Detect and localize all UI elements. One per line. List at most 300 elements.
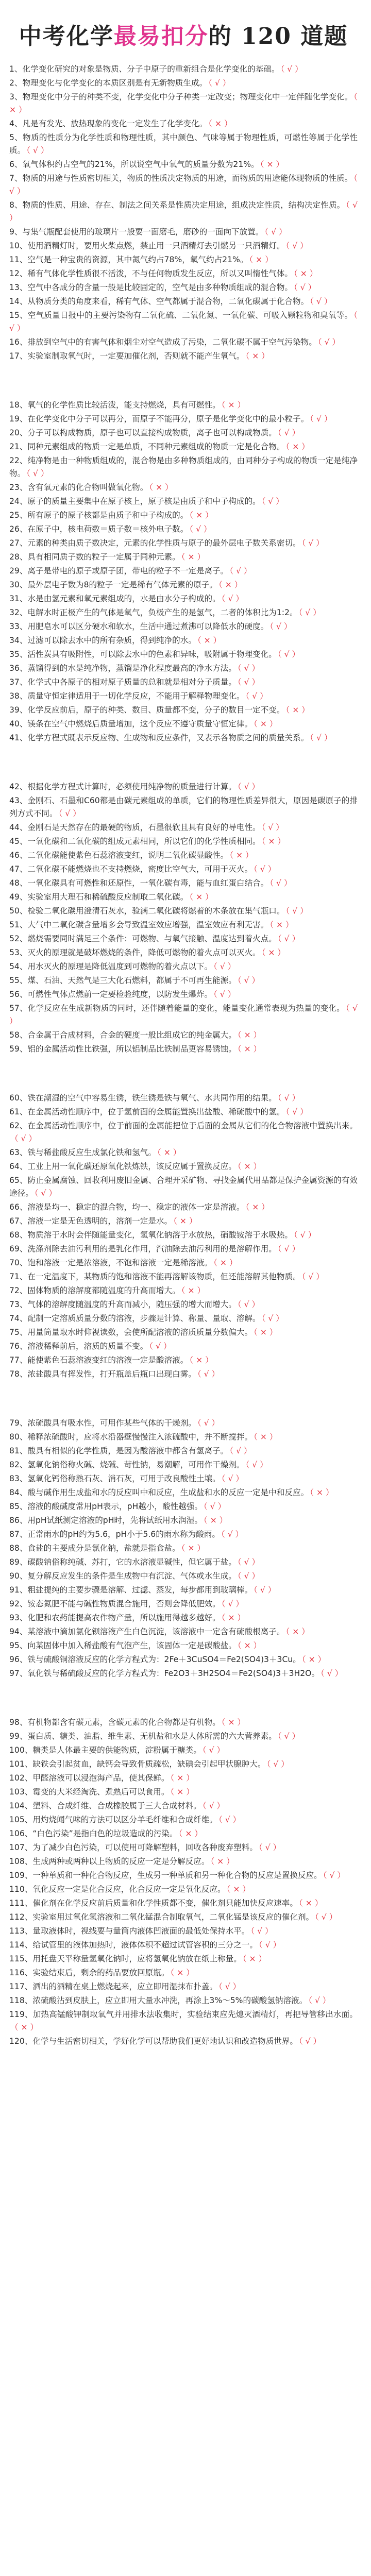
question-text: 67、溶液一定是无色透明的，溶剂一定是水。 (9, 1216, 173, 1226)
question-item (9, 1625, 358, 1638)
answer-mark: （ √ ） (264, 227, 287, 236)
question-item (9, 495, 358, 508)
question-item (9, 1855, 358, 1868)
question-text: 84、酸与碱作用生成盐和水的反应叫中和反应，生成盐和水的反应一定是中和反应。 (9, 1488, 309, 1497)
question-item (9, 1174, 358, 1200)
question-text: 3、物理变化中分子的种类不变，化学变化中分子种类一定改变；物理变化中一定伴随化学变化。 (9, 92, 353, 101)
answer-mark: （ √ ） (34, 1189, 57, 1198)
answer-mark: （ × ） (203, 1516, 228, 1525)
question-item (9, 781, 358, 793)
question-text: 63、铁与稀盐酸反应生成氯化铁和氢气。 (9, 1148, 156, 1157)
answer-mark: （ √ ） (254, 1585, 276, 1595)
question-item (9, 1120, 358, 1145)
question-item (9, 551, 358, 564)
answer-mark: （ √ ） (218, 1815, 241, 1824)
answer-mark: （ × ） (221, 400, 246, 410)
answer-mark: （ √ ） (254, 865, 276, 874)
question-item (9, 592, 358, 605)
question-item (9, 1542, 358, 1555)
question-text: 93、化肥和农药能提高农作物产量，所以施用得越多越好。 (9, 1613, 221, 1622)
question-item (9, 1500, 358, 1513)
question-text: 1、化学变化研究的对象是物质、分子中原子的重新组合是化学变化的基础。 (9, 64, 280, 74)
answer-mark: （ × ） (181, 1544, 206, 1553)
answer-mark: （ √ ） (298, 2037, 322, 2046)
answer-mark: （ × ） (189, 1355, 213, 1365)
question-text: 65、防止金属腐蚀、回收利用废旧金属、合理开采矿物、寻找金属代用品都是保护金属资源的有效途径。 (9, 1176, 358, 1198)
question-text: 105、用灼烧闻气味的方法可以区分羊毛纤维和合成纤维。 (9, 1815, 218, 1824)
answer-mark: （ √ ） (294, 1230, 316, 1240)
question-text: 18、氧气的化学性质比较活泼，能支持燃烧，具有可燃性。 (9, 400, 221, 410)
answer-mark: （ √ ） (269, 878, 292, 888)
answer-mark: （ √ ） (285, 1107, 308, 1116)
question-text: 89、碳酸钠俗称纯碱、苏打，它的水溶液显碱性，但它属于盐。 (9, 1557, 237, 1567)
answer-mark: （ √ ） (321, 1669, 343, 1678)
answer-mark: （ × ） (269, 920, 294, 929)
question-text: 39、化学反应前后，原子的种类、数目、质量都不变，分子的数目一定不变。 (9, 705, 285, 715)
question-item (9, 1298, 358, 1311)
question-text: 41、化学方程式既表示反应物、生成物和反应条件，又表示各物质之间的质量关系。 (9, 733, 309, 742)
question-text: 23、含有氧元素的化合物叫做氧化物。 (9, 483, 148, 492)
answer-mark: （ √ ） (258, 1843, 281, 1852)
answer-mark: （ × ） (237, 1641, 262, 1650)
answer-mark: （ × ） (157, 1148, 181, 1157)
question-text: 44、金刚石是天然存在的最硬的物质，石墨很软且具有良好的导电性。 (9, 823, 261, 832)
answer-mark: （ √ ） (9, 311, 358, 333)
question-text: 109、一种单质和一种化合物反应，生成另一种单质和另一种化合物的反应是置换反应。 (9, 1871, 322, 1880)
answer-mark: （ √ ） (310, 414, 332, 423)
question-text: 118、浓硫酸沾到皮肤上，应立即用大量水冲洗，再涂上3%～5%的碳酸氢钠溶液。 (9, 1996, 308, 2005)
answer-mark: （ √ ） (277, 1732, 300, 1741)
question-text: 26、在原子中，核电荷数＝质子数＝核外电子数。 (9, 524, 189, 534)
answer-mark: （ × ） (178, 1829, 203, 1838)
question-item (9, 1841, 358, 1854)
question-text: 76、溶液稀释前后，溶质的质量不变。 (9, 1342, 148, 1351)
question-text: 60、铁在潮湿的空气中容易生锈，铁生锈是铁与氧气、水共同作用的结果。 (9, 1093, 277, 1103)
answer-mark: （ × ） (245, 351, 269, 361)
question-text: 30、最外层电子数为8的粒子一定是稀有气体元素的原子。 (9, 580, 218, 589)
title-highlight: 最易扣分 (113, 23, 209, 49)
question-item (9, 1354, 358, 1367)
question-text: 85、溶液的酸碱度常用pH表示，pH越小，酸性越强。 (9, 1502, 203, 1511)
answer-mark: （ √ ） (237, 782, 260, 791)
answer-mark: （ × ） (301, 1655, 326, 1664)
question-item (9, 1953, 358, 1965)
answer-mark: （ × ） (173, 1216, 197, 1226)
answer-mark: （ √ ） (310, 297, 332, 306)
question-text: 87、正常雨水的pH约为5.6，pH小于5.6的雨水称为酸雨。 (9, 1530, 220, 1539)
answer-mark: （ √ ） (229, 566, 252, 575)
answer-mark: （ × ） (237, 1044, 262, 1054)
question-text: 13、空气中各成分的含量一般是比较固定的，空气是由多种物质组成的混合物。 (9, 283, 293, 292)
question-text: 116、实验结束后，剩余的药品要放回原瓶。 (9, 1968, 170, 1977)
answer-mark: （ √ ） (237, 1571, 260, 1581)
question-text: 19、在化学变化中分子可以再分，而原子不能再分，原子是化学变化中的最小粒子。 (9, 414, 309, 423)
question-item (9, 565, 358, 578)
question-text: 61、在金属活动性顺序中，位于氢前面的金属能置换出盐酸、稀硫酸中的氢。 (9, 1107, 285, 1116)
question-text: 50、检验二氧化碳用澄清石灰水，验满二氧化碳将燃着的木条放在集气瓶口。 (9, 906, 285, 916)
question-item (9, 1967, 358, 1979)
question-item (9, 1092, 358, 1105)
answer-mark: （ √ ） (245, 691, 268, 701)
question-text: 51、大气中二氧化碳含量增多会导致温室效应增强，温室效应有利无害。 (9, 920, 269, 929)
answer-mark: （ √ ） (237, 677, 260, 687)
question-text: 71、在一定温度下，某物质的饱和溶液不能再溶解该物质，但还能溶解其他物质。 (9, 1272, 301, 1281)
question-text: 92、铵态氮肥不能与碱性物质混合施用，否则会降低肥效。 (9, 1599, 221, 1608)
question-text: 43、金刚石、石墨和C60都是由碳元素组成的单质，它们的物理性质差异很大，原因是碳原子的排列方式不同。 (9, 796, 358, 818)
answer-mark: （ × ） (242, 1954, 267, 1963)
question-text: 8、物质的性质、用途、存在、制法之间关系是性质决定用途，组成决定性质，结构决定性质。 (9, 200, 345, 210)
question-text: 66、溶液是均一、稳定的混合物，均一、稳定的液体一定是溶液。 (9, 1202, 245, 1212)
answer-mark: （ × ） (285, 705, 310, 715)
question-item (9, 620, 358, 633)
question-text: 35、活性炭具有吸附性，可以除去水中的色素和异味，吸附属于物理变化。 (9, 650, 277, 659)
question-text: 2、物理变化与化学变化的本质区别是有无新物质生成。 (9, 78, 208, 88)
question-text: 79、浓硫酸具有吸水性，可用作某些气体的干燥剂。 (9, 1418, 196, 1428)
question-text: 97、氧化铁与稀硫酸反应的化学方程式为：Fe2O3＋3H2SO4＝Fe2(SO4)3＋3H2O。 (9, 1669, 320, 1678)
question-item (9, 1786, 358, 1799)
question-text: 117、洒出的酒精在桌上燃烧起来，应立即用湿抹布扑盖。 (9, 1982, 218, 1991)
question-item (9, 509, 358, 522)
question-text: 46、二氧化碳能使紫色石蕊溶液变红，说明二氧化碳显酸性。 (9, 851, 229, 860)
question-item (9, 1994, 358, 2007)
answer-mark: （ √ ） (315, 1912, 338, 1922)
question-item (9, 704, 358, 717)
question-text: 12、稀有气体化学性质很不活泼，不与任何物质发生反应，所以又叫惰性气体。 (9, 269, 293, 278)
answer-mark: （ × ） (226, 1885, 250, 1894)
question-item (9, 933, 358, 945)
question-text: 47、二氧化碳不能燃烧也不支持燃烧，密度比空气大，可用于灭火。 (9, 865, 253, 874)
answer-mark: （ √ ） (258, 1940, 281, 1950)
question-item (9, 309, 358, 335)
answer-mark: （ √ ） (301, 538, 324, 548)
question-item (9, 1528, 358, 1541)
question-item (9, 2008, 358, 2034)
answer-mark: （ × ） (249, 255, 273, 264)
question-item (9, 1368, 358, 1381)
answer-mark: （ √ ） (9, 200, 358, 223)
answer-mark: （ × ） (229, 851, 254, 860)
question-item (9, 1029, 358, 1042)
question-text: 34、过滤可以除去水中的所有杂质，得到纯净的水。 (9, 636, 196, 645)
question-text: 52、燃烧需要同时满足三个条件：可燃物、与氧气接触、温度达到着火点。 (9, 934, 277, 943)
question-item (9, 1002, 358, 1028)
question-item (9, 1514, 358, 1527)
question-text: 103、霉变的大米经淘洗、煮熟后可以食用。 (9, 1787, 170, 1797)
question-item (9, 413, 358, 426)
answer-mark: （ √ ） (213, 962, 236, 971)
answer-mark: （ × ） (210, 1857, 234, 1866)
question-item (9, 1814, 358, 1826)
answer-mark: （ √ ） (237, 664, 260, 673)
answer-mark: （ √ ） (9, 1004, 358, 1026)
question-block (9, 1092, 358, 1381)
question-block (9, 399, 358, 744)
answer-mark: （ × ） (254, 719, 278, 728)
question-text: 94、某溶液中滴加氯化钡溶液产生白色沉淀，该溶液中一定含有硫酸根离子。 (9, 1627, 285, 1636)
question-item (9, 821, 358, 834)
question-text: 102、甲醛溶液可以浸泡海产品，使其保鲜。 (9, 1773, 170, 1783)
answer-mark: （ × ） (245, 1202, 269, 1212)
question-text: 55、煤、石油、天然气是三大化石燃料，都属于不可再生能源。 (9, 976, 237, 985)
answer-mark: （ × ） (285, 442, 310, 451)
question-item (9, 946, 358, 959)
answer-mark: （ × ） (237, 1162, 262, 1171)
answer-mark: （ × ） (298, 1899, 323, 1908)
answer-mark: （ √ ） (294, 283, 316, 292)
question-text: 9、与集气瓶配套使用的玻璃片一般要一面磨毛，磨砂的一面向下放置。 (9, 227, 264, 236)
question-item (9, 523, 358, 536)
question-text: 112、实验室用过氧化氢溶液和二氧化锰混合制取氧气，二氧化锰是该反应的催化剂。 (9, 1912, 314, 1922)
answer-mark: （ √ ） (308, 1996, 331, 2005)
question-text: 70、饱和溶液一定是浓溶液，不饱和溶液一定是稀溶液。 (9, 1258, 213, 1267)
question-item (9, 718, 358, 731)
answer-mark: （ √ ） (237, 1557, 260, 1567)
question-item (9, 481, 358, 494)
answer-mark: （ √ ） (277, 428, 300, 437)
question-text: 14、从物质分类的角度来看，稀有气体、空气都属于混合物，二氧化碳属于化合物。 (9, 297, 309, 306)
question-text: 72、固体物质的溶解度都随温度的升高而增大。 (9, 1286, 180, 1295)
answer-mark: （ √ ） (221, 1530, 244, 1539)
question-text: 106、“白色污染”是指白色的垃圾造成的污染。 (9, 1829, 178, 1838)
question-text: 21、同种元素组成的物质一定是单质，不同种元素组成的物质一定是化合物。 (9, 442, 285, 451)
answer-mark: （ × ） (260, 160, 284, 169)
question-item (9, 1744, 358, 1757)
question-text: 81、酸具有相似的化学性质，是因为酸溶液中都含有氢离子。 (9, 1446, 229, 1455)
question-text: 91、粗盐提纯的主要步骤是溶解、过滤、蒸发，每步都用到玻璃棒。 (9, 1585, 253, 1595)
answer-mark: （ √ ） (208, 78, 231, 88)
answer-mark: （ √ ） (266, 1759, 289, 1769)
question-text: 48、一氧化碳具有可燃性和还原性，一氧化碳有毒，能与血红蛋白结合。 (9, 878, 269, 888)
question-item (9, 1312, 358, 1325)
question-item (9, 1897, 358, 1910)
question-item (9, 1925, 358, 1938)
question-item (9, 1716, 358, 1729)
question-item (9, 905, 358, 918)
question-item (9, 676, 358, 689)
question-item (9, 606, 358, 619)
answer-mark: （ √ ） (277, 1093, 300, 1103)
question-item (9, 648, 358, 661)
answer-mark: （ × ） (261, 948, 286, 957)
question-text: 115、用托盘天平称量氢氧化钠时，应将氢氧化钠放在纸上称量。 (9, 1954, 242, 1963)
answer-mark: （ √ ） (245, 1460, 268, 1469)
question-item (9, 131, 358, 157)
question-item (9, 1570, 358, 1583)
question-item (9, 399, 358, 412)
question-list (9, 63, 358, 2048)
answer-mark: （ × ） (254, 1328, 278, 1337)
page-title (9, 18, 358, 50)
question-text: 86、用pH试纸测定溶液的pH时，先将试纸用水润湿。 (9, 1516, 203, 1525)
answer-mark: （ × ） (285, 1627, 310, 1636)
question-item (9, 350, 358, 363)
question-item (9, 158, 358, 171)
question-text: 90、复分解反应发生的条件是生成物中有沉淀、气体或水生成。 (9, 1571, 237, 1581)
question-text: 37、化学式中各原子的相对原子质量的总和就是相对分子质量。 (9, 677, 237, 687)
question-item (9, 891, 358, 904)
question-item (9, 172, 358, 198)
question-item (9, 1827, 358, 1840)
answer-mark: （ √ ） (189, 524, 212, 534)
question-text: 74、配制一定溶质质量分数的溶液，步骤是计算、称量、量取、溶解。 (9, 1314, 261, 1323)
answer-mark: （ × ） (197, 636, 222, 645)
question-item (9, 336, 358, 349)
question-item (9, 1883, 358, 1896)
question-item (9, 1043, 358, 1056)
answer-mark: （ × ） (181, 1286, 206, 1295)
answer-mark: （ √ ） (237, 976, 260, 985)
answer-mark: （ √ ） (250, 1926, 273, 1936)
question-text: 32、电解水时正极产生的气体是氧气，负极产生的是氢气，二者的体积比为1:2。 (9, 608, 298, 617)
question-item (9, 77, 358, 90)
question-item (9, 1939, 358, 1952)
title-suffix: 的 120 道题 (208, 23, 348, 49)
answer-mark: （ × ） (189, 892, 213, 902)
question-item (9, 1284, 358, 1297)
question-item (9, 1911, 358, 1924)
answer-mark: （ × ） (181, 552, 206, 562)
question-item (9, 454, 358, 480)
question-item (9, 1201, 358, 1214)
question-item (9, 1800, 358, 1812)
question-text: 11、空气是一种宝贵的资源，其中氮气约占78%，氧气约占21%。 (9, 255, 248, 264)
answer-mark: （ √ ） (197, 1369, 220, 1379)
question-block (9, 1417, 358, 1680)
answer-mark: （ √ ） (310, 733, 332, 742)
answer-mark: （ √ ） (261, 823, 284, 832)
question-item (9, 1869, 358, 1882)
question-text: 69、洗涤剂除去油污利用的是乳化作用，汽油除去油污利用的是溶解作用。 (9, 1244, 277, 1253)
question-text: 101、缺铁会引起贫血，缺钙会导致骨质疏松，缺碘会引起甲状腺肿大。 (9, 1759, 266, 1769)
answer-mark: （ × ） (213, 1258, 238, 1267)
question-item (9, 974, 358, 987)
question-text: 73、气体的溶解度随温度的升高而减小，随压强的增大而增大。 (9, 1300, 237, 1309)
answer-mark: （ √ ） (301, 1272, 324, 1281)
question-text: 58、合金属于合成材料，合金的硬度一般比组成它的纯金属大。 (9, 1030, 237, 1040)
question-text: 25、所有原子的原子核都是由质子和中子构成的。 (9, 511, 189, 520)
question-text: 36、蒸馏得到的水是纯净物，蒸馏是净化程度最高的净水方法。 (9, 664, 237, 673)
question-text: 120、化学与生活密切相关，学好化学可以帮助我们更好地认识和改造物质世界。 (9, 2037, 298, 2046)
question-item (9, 1639, 358, 1652)
question-item (9, 281, 358, 294)
question-item (9, 1980, 358, 1993)
question-text: 45、一氧化碳和二氧化碳的组成元素相同，所以它们的化学性质相同。 (9, 837, 261, 846)
question-text: 108、生成两种或两种以上物质的反应一定是分解反应。 (9, 1857, 210, 1866)
answer-mark: （ × ） (221, 1718, 246, 1727)
question-text: 113、量取液体时，视线要与量筒内液体凹液面的最低处保持水平。 (9, 1926, 250, 1936)
question-item (9, 199, 358, 225)
title-prefix: 中考化学 (19, 23, 114, 49)
question-item (9, 863, 358, 876)
question-item (9, 579, 358, 591)
question-item (9, 226, 358, 239)
question-item (9, 1431, 358, 1444)
question-text: 75、用量筒量取水时仰视读数，会使所配溶液的溶质质量分数偏大。 (9, 1328, 253, 1337)
answer-mark: （ √ ） (285, 906, 308, 916)
answer-mark: （ × ） (237, 1030, 262, 1040)
answer-mark: （ × ） (218, 580, 243, 589)
answer-mark: （ √ ） (202, 1745, 225, 1755)
question-item (9, 1653, 358, 1666)
question-item (9, 1270, 358, 1283)
question-text: 96、铁与硫酸铜溶液反应的化学方程式为：2Fe＋3CuSO4＝Fe2(SO4)3＋3Cu。 (9, 1655, 301, 1664)
question-text: 53、灭火的原理就是破坏燃烧的条件，降低可燃物的着火点可以灭火。 (9, 948, 261, 957)
question-text: 107、为了减少白色污染，可以使用可降解塑料，回收各种废弃塑料。 (9, 1843, 258, 1852)
question-item (9, 91, 358, 116)
answer-mark: （ √ ） (58, 809, 81, 818)
question-text: 16、排放到空气中的有害气体和烟尘对空气造成了污染，二氧化碳不属于空气污染物。 (9, 337, 317, 347)
question-text: 54、用水灭火的原理是降低温度到可燃物的着火点以下。 (9, 962, 213, 971)
question-item (9, 1730, 358, 1743)
answer-mark: （ √ ） (277, 1244, 300, 1253)
question-text: 33、用肥皂水可以区分硬水和软水，生活中通过煮沸可以降低水的硬度。 (9, 622, 269, 631)
question-text: 49、实验室用大理石和稀硫酸反应制取二氧化碳。 (9, 892, 189, 902)
question-text: 42、根据化学方程式计算时，必须使用纯净物的质量进行计算。 (9, 782, 237, 791)
answer-mark: （ √ ） (261, 497, 284, 506)
question-text: 114、给试管里的液体加热时，液体体积不超过试管容积的三分之一。 (9, 1940, 258, 1950)
question-text: 119、加热高锰酸钾制取氧气并用排水法收集时，实验结束应先熄灭酒精灯，再把导管移出水面。 (9, 2010, 358, 2019)
question-text: 104、塑料、合成纤维、合成橡胶属于三大合成材料。 (9, 1801, 201, 1810)
question-text: 24、原子的质量主要集中在原子核上，原子核是由质子和中子构成的。 (9, 497, 261, 506)
answer-mark: （ √ ） (221, 1599, 244, 1608)
answer-mark: （ √ ） (285, 241, 308, 250)
question-text: 31、水是由氢元素和氧元素组成的，水是由水分子构成的。 (9, 594, 221, 603)
question-item (9, 537, 358, 550)
question-item (9, 2035, 358, 2048)
answer-mark: （ × ） (170, 1773, 194, 1783)
answer-mark: （ √ ） (26, 469, 49, 478)
question-item (9, 960, 358, 973)
question-item (9, 1340, 358, 1353)
question-text: 56、可燃性气体点燃前一定要检验纯度，以防发生爆炸。 (9, 990, 213, 999)
answer-mark: （ √ ） (298, 608, 321, 617)
question-item (9, 1417, 358, 1430)
question-text: 110、氧化反应一定是化合反应，化合反应一定是氧化反应。 (9, 1885, 226, 1894)
question-item (9, 690, 358, 703)
question-text: 77、能使紫色石蕊溶液变红的溶液一定是酸溶液。 (9, 1355, 189, 1365)
answer-mark: （ √ ） (269, 622, 292, 631)
answer-mark: （ √ ） (213, 990, 236, 999)
question-text: 99、蛋白质、糖类、油脂、维生素、无机盐和水是人体所需的六大营养素。 (9, 1732, 277, 1741)
question-item (9, 1758, 358, 1771)
question-text: 7、物质的用途与性质密切相关，物质的性质决定物质的用途，而物质的用途能体现物质的性质。 (9, 174, 353, 183)
question-item (9, 662, 358, 675)
answer-mark: （ × ） (170, 1787, 194, 1797)
question-text: 29、离子是带电的原子或原子团，带电的粒子不一定是离子。 (9, 566, 229, 575)
question-item (9, 240, 358, 252)
question-text: 10、使用酒精灯时，要用火柴点燃，禁止用一只酒精灯去引燃另一只酒精灯。 (9, 241, 285, 250)
answer-mark: （ × ） (310, 1488, 334, 1497)
question-item (9, 634, 358, 647)
answer-mark: （ × ） (294, 269, 318, 278)
question-text: 27、元素的种类由质子数决定，元素的化学性质与原子的最外层电子数关系密切。 (9, 538, 301, 548)
question-text: 78、浓盐酸具有挥发性，打开瓶盖后瓶口出现白雾。 (9, 1369, 196, 1379)
question-text: 59、铝的金属活动性比铁强，所以铝制品比铁制品更容易锈蚀。 (9, 1044, 237, 1054)
question-text: 57、化学反应在生成新物质的同时，还伴随着能量的变化，能量变化通常表现为热量的变化。 (9, 1004, 345, 1013)
answer-mark: （ × ） (170, 1968, 194, 1977)
question-item (9, 1612, 358, 1624)
question-text: 88、食盐的主要成分是氯化钠，盐就是指食盐。 (9, 1544, 180, 1553)
question-text: 62、在金属活动性顺序中，位于前面的金属能把位于后面的金属从它们的化合物溶液中置换出来。 (9, 1121, 358, 1130)
question-block (9, 1716, 358, 2048)
question-item (9, 295, 358, 308)
answer-mark: （ × ） (10, 2023, 39, 2032)
question-text: 20、分子可以构成物质，原子也可以直接构成物质，离子也可以构成物质。 (9, 428, 277, 437)
question-text: 82、氢氧化钠俗称火碱、烧碱、苛性钠，易潮解，可用作干燥剂。 (9, 1460, 245, 1469)
question-item (9, 253, 358, 266)
question-item (9, 877, 358, 890)
answer-mark: （ × ） (261, 837, 286, 846)
